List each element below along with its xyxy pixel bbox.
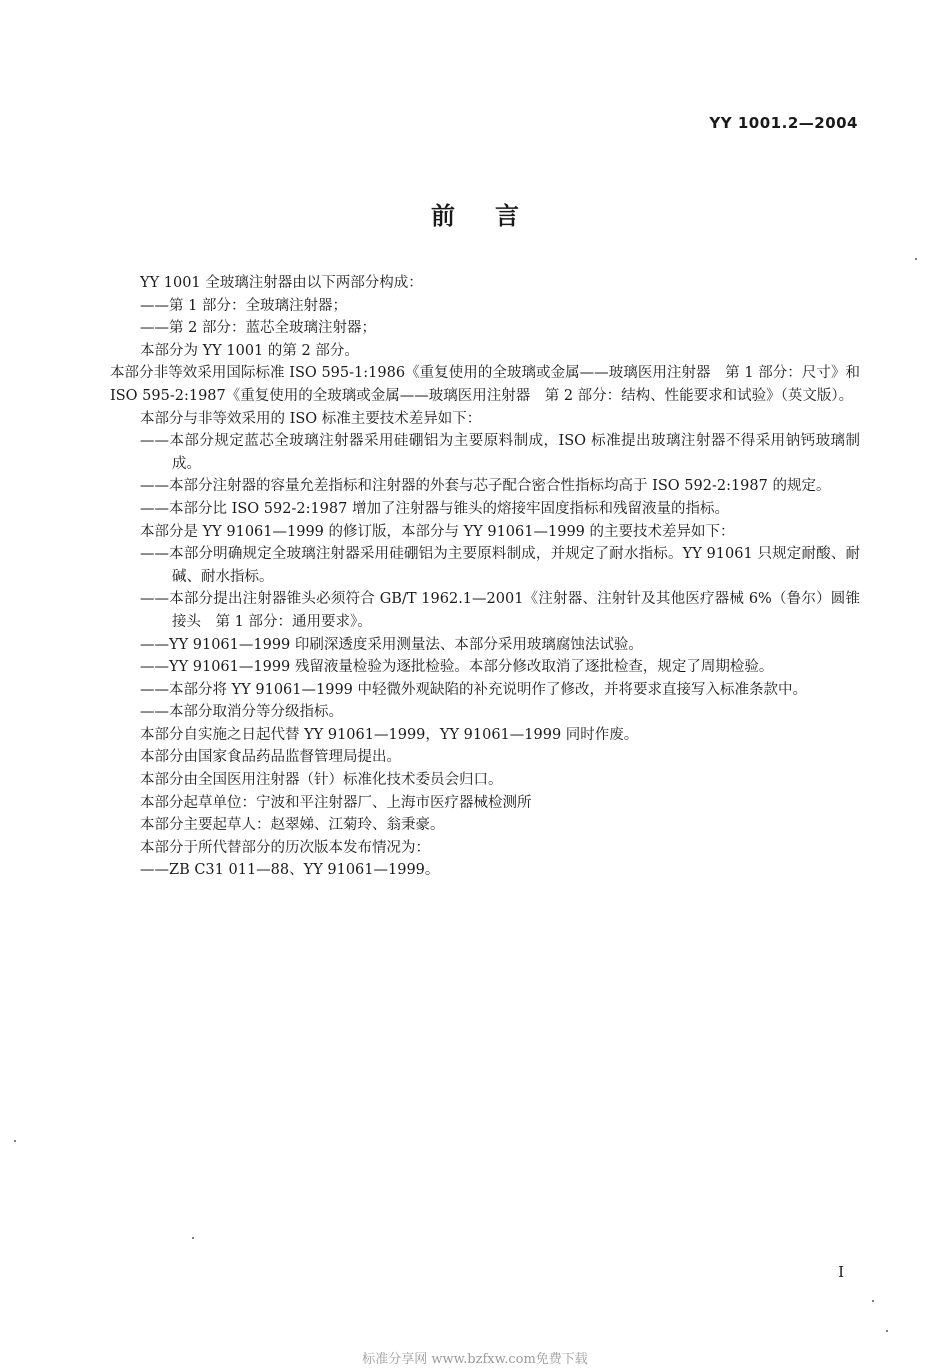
footer-watermark: 标准分享网 www.bzfxw.com免费下载 [362,1352,588,1367]
paragraph: 本部分主要起草人：赵翠娣、江菊玲、翁秉豪。 [140,817,445,834]
paragraph: ——本部分提出注射器锥头必须符合 GB/T 1962.1—2001《注射器、注射针及其他医疗器械 6%（鲁尔）圆锥接头 第 1 部分：通用要求》。 [140,591,860,630]
document-body [110,272,860,882]
paragraph: 本部分由国家食品药品监督管理局提出。 [140,749,401,766]
paragraph: ——第 2 部分：蓝芯全玻璃注射器； [140,320,376,337]
paragraph: 本部分于所代替部分的历次版本发布情况为： [140,839,430,856]
scan-speck [872,1300,874,1302]
page-title: 前言 [431,202,559,230]
paragraph: ——YY 91061—1999 印刷深透度采用测量法、本部分采用玻璃腐蚀法试验。 [140,636,643,653]
paragraph: ——本部分将 YY 91061—1999 中轻微外观缺陷的补充说明作了修改，并将要求直接写入标准条款中。 [140,681,807,698]
paragraph: 本部分起草单位：宁波和平注射器厂、上海市医疗器械检测所 [140,794,532,811]
paragraph: ——本部分取消分等分级指标。 [140,704,343,721]
scan-speck [915,258,917,260]
paragraph: ——本部分注射器的容量允差指标和注射器的外套与芯子配合密合性指标均高于 ISO 592-2:1987 的规定。 [140,478,831,495]
paragraph: ——本部分比 ISO 592-2:1987 增加了注射器与锥头的熔接牢固度指标和残留液量的指标。 [140,500,729,517]
page-number: I [838,1263,844,1281]
paragraph: ——第 1 部分：全玻璃注射器； [140,297,347,314]
paragraph: 本部分自实施之日起代替 YY 91061—1999，YY 91061—1999 同时作废。 [140,726,639,743]
standard-code: YY 1001.2—2004 [709,114,858,132]
paragraph: ——ZB C31 011—88、YY 91061—1999。 [140,862,440,879]
paragraph: 本部分非等效采用国际标准 ISO 595-1:1986《重复使用的全玻璃或金属——玻璃医用注射器 第 1 部分：尺寸》和 ISO 595-2:1987《重复使用的全玻璃或金属——玻璃医用注射器 第 2 部分：结构、性能要求和试验》（英文版）。 [110,365,860,404]
scan-speck [886,1330,888,1332]
paragraph: ——YY 91061—1999 残留液量检验为逐批检验。本部分修改取消了逐批检查，规定了周期检验。 [140,659,774,676]
paragraph: ——本部分明确规定全玻璃注射器采用硅硼铝为主要原料制成，并规定了耐水指标。YY 91061 只规定耐酸、耐碱、耐水指标。 [140,546,860,585]
paragraph: 本部分为 YY 1001 的第 2 部分。 [140,342,359,359]
paragraph: 本部分与非等效采用的 ISO 标准主要技术差异如下： [140,410,482,427]
scan-speck [192,1237,194,1239]
paragraph: 本部分由全国医用注射器（针）标准化技术委员会归口。 [140,772,503,789]
scan-speck [14,1140,16,1142]
paragraph: 本部分是 YY 91061—1999 的修订版，本部分与 YY 91061—1999 的主要技术差异如下： [140,523,735,540]
paragraph: ——本部分规定蓝芯全玻璃注射器采用硅硼铝为主要原料制成，ISO 标准提出玻璃注射器不得采用钠钙玻璃制成。 [140,433,860,472]
paragraph: YY 1001 全玻璃注射器由以下两部分构成： [140,275,423,291]
